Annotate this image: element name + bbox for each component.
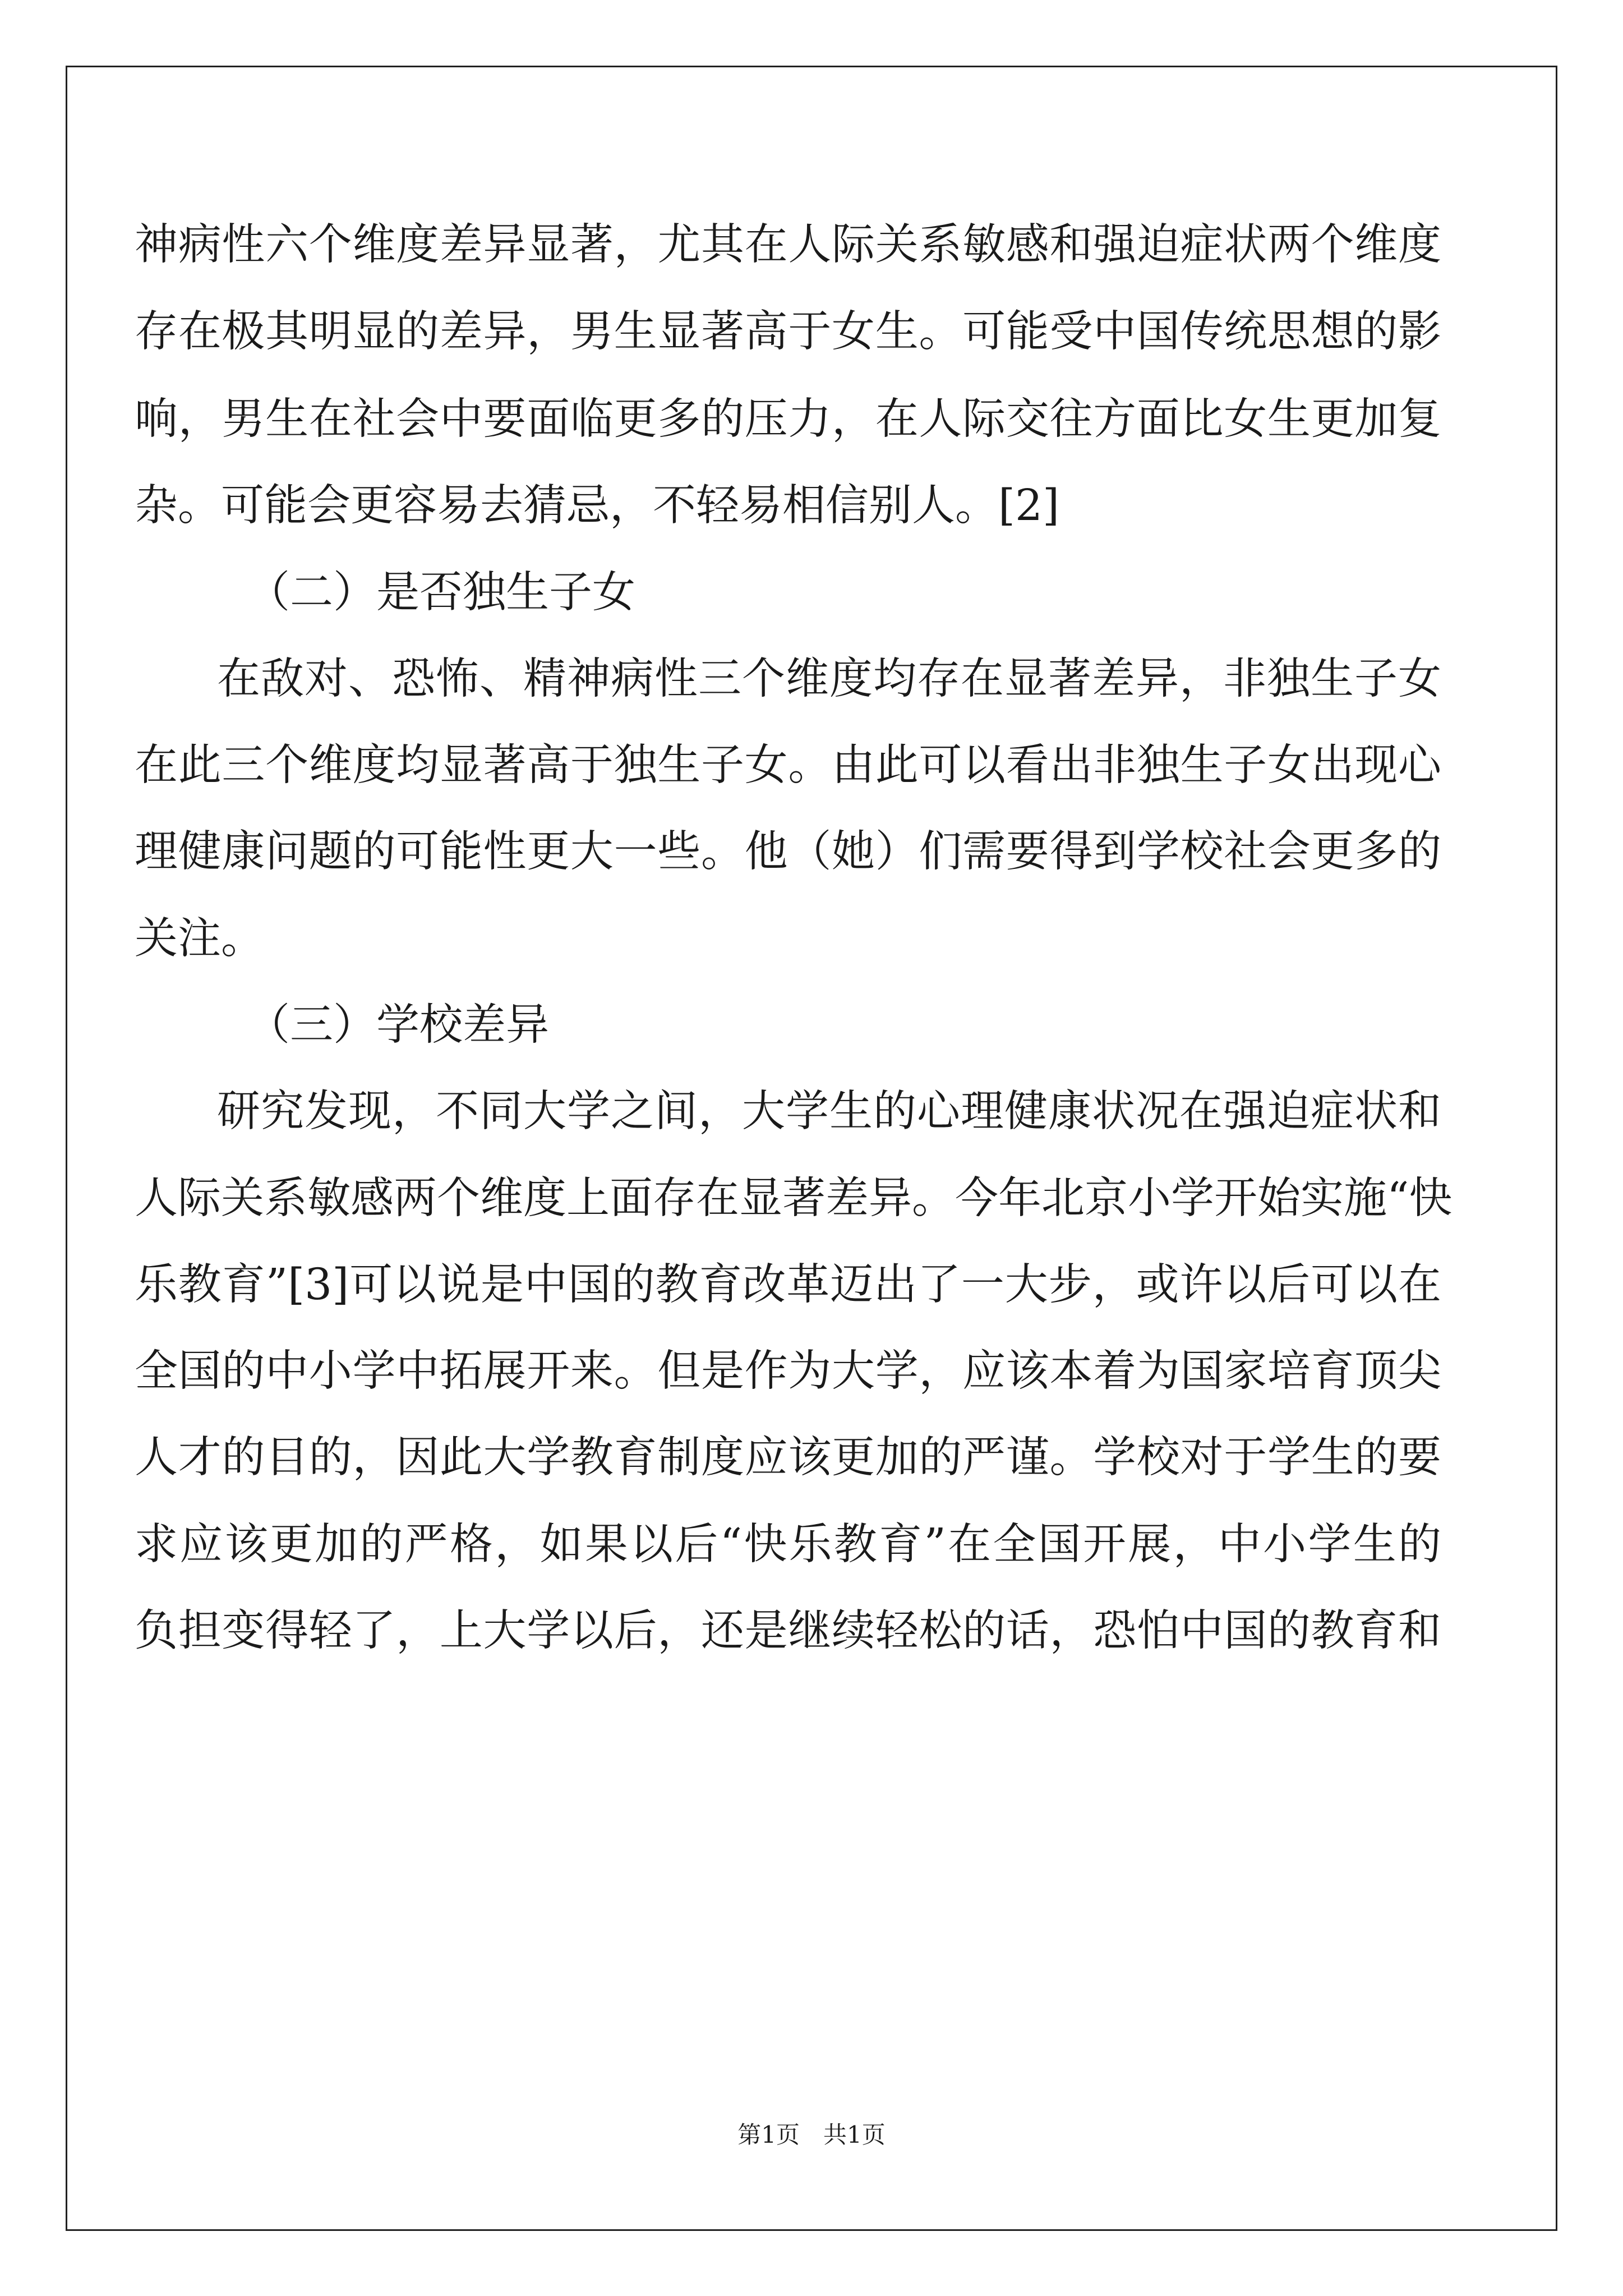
paragraph-line: 负担变得轻了，上大学以后，还是继续轻松的话，恐怕中国的教育和 [135, 1606, 1441, 1656]
paragraph-line: 杂。可能会更容易去猜忌，不轻易相信别人。[2] [135, 481, 1060, 531]
paragraph-line: 乐教育”[3]可以说是中国的教育改革迈出了一大步，或许以后可以在 [135, 1260, 1441, 1310]
section-heading: （三）学校差异 [247, 1000, 549, 1050]
paragraph-line: 理健康问题的可能性更大一些。他（她）们需要得到学校社会更多的 [135, 827, 1441, 877]
paragraph-line: 在敌对、恐怖、精神病性三个维度均存在显著差异，非独生子女 [217, 654, 1441, 704]
paragraph-line: 在此三个维度均显著高于独生子女。由此可以看出非独生子女出现心 [135, 740, 1441, 790]
paragraph-line: 神病性六个维度差异显著，尤其在人际关系敏感和强迫症状两个维度 [135, 220, 1441, 270]
page-border [66, 66, 1557, 2231]
paragraph-line: 人才的目的，因此大学教育制度应该更加的严谨。学校对于学生的要 [135, 1433, 1441, 1483]
section-heading: （二）是否独生子女 [247, 568, 635, 618]
paragraph-line: 响，男生在社会中要面临更多的压力，在人际交往方面比女生更加复 [135, 394, 1441, 444]
page-number-footer: 第1页 共1页 [737, 2121, 886, 2148]
paragraph-line: 研究发现，不同大学之间，大学生的心理健康状况在强迫症状和 [217, 1087, 1441, 1137]
paragraph-line: 存在极其明显的差异，男生显著高于女生。可能受中国传统思想的影 [135, 307, 1441, 357]
paragraph-line: 关注。 [135, 914, 264, 964]
paragraph-line: 求应该更加的严格，如果以后“快乐教育”在全国开展，中小学生的 [135, 1520, 1441, 1570]
paragraph-line: 人际关系敏感两个维度上面存在显著差异。今年北京小学开始实施“快 [135, 1174, 1453, 1223]
paragraph-line: 全国的中小学中拓展开来。但是作为大学，应该本着为国家培育顶尖 [135, 1346, 1441, 1396]
